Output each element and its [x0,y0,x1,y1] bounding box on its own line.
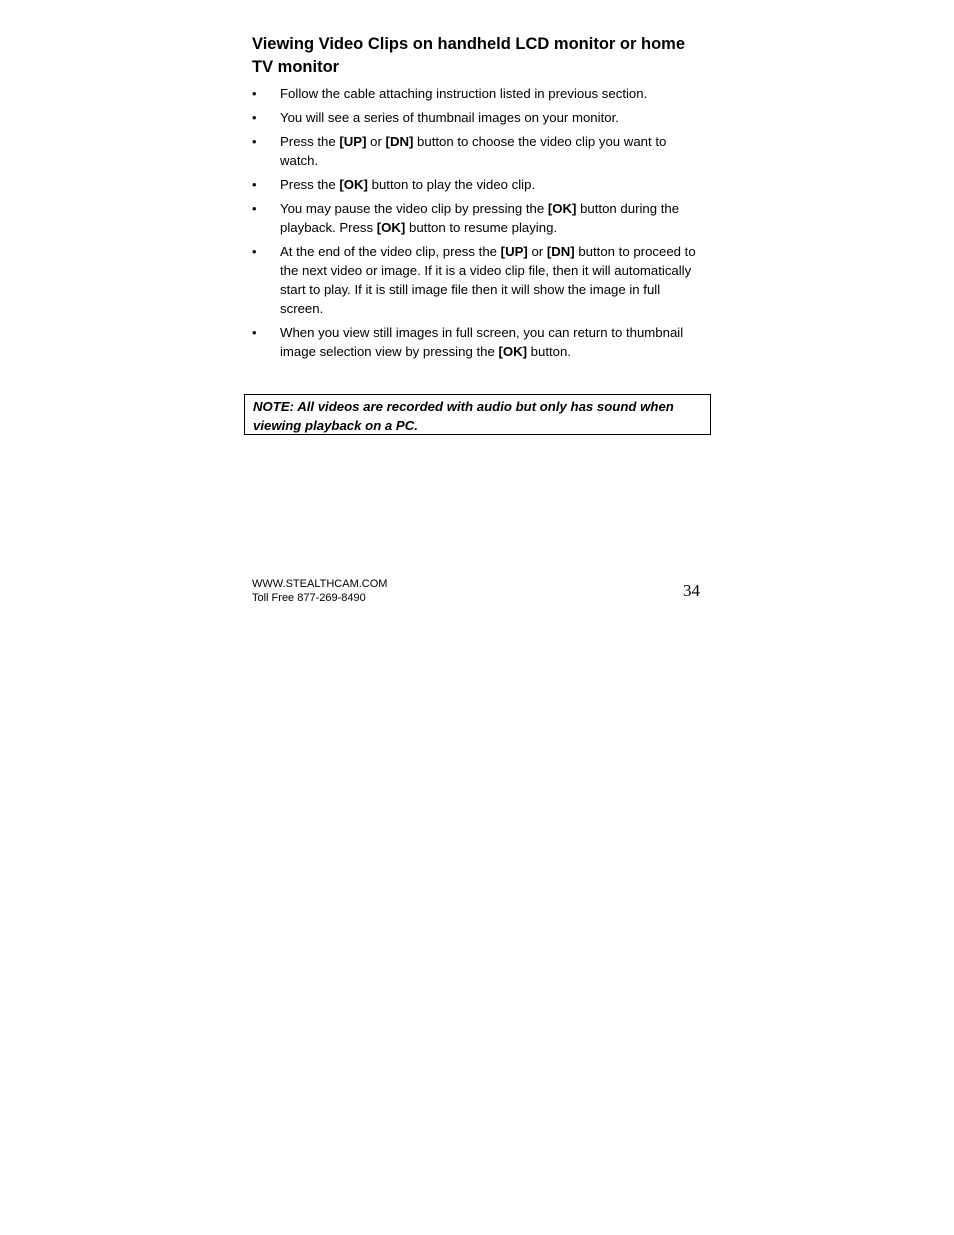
text-segment: button to play the video clip. [367,177,536,192]
button-reference: [DN] [385,134,414,149]
list-item-text [280,325,683,359]
button-reference: [OK] [547,201,577,216]
text-segment: At the end of the video clip, press the [280,244,501,259]
text-segment: Follow the cable attaching instruction listed in previous section. [280,86,648,101]
bullet-marker: • [252,201,257,216]
bullet-marker: • [252,177,257,192]
text-segment: or [527,244,547,259]
text-segment: Press the [280,134,340,149]
text-segment: button to proceed to the next video or image. If it is a video clip file, then it will automatically start to play. If it is still image file then it will show the image in full screen. [280,244,696,316]
list-item-text [280,177,535,192]
text-segment: You may pause the video clip by pressing the [280,201,548,216]
footer-contact [252,578,387,605]
button-reference: [UP] [500,244,528,259]
bullet-marker: • [252,86,257,101]
bullet-marker: • [252,110,257,125]
list-item [252,132,704,170]
text-segment: button to resume playing. [405,220,558,235]
list-item [252,323,704,361]
button-reference: [DN] [546,244,575,259]
bullet-marker: • [252,244,257,259]
list-item-text [280,110,619,125]
list-item-text [280,86,647,101]
note-box: NOTE: All videos are recorded with audio but only has sound when viewing playback on a PC. [244,394,711,435]
button-reference: [OK] [498,344,528,359]
list-item-text [280,134,666,168]
text-segment: button to choose the video clip you want to watch. [280,134,667,168]
text-segment: button during the playback. Press [280,201,680,235]
text-segment: You will see a series of thumbnail images on your monitor. [280,110,619,125]
page-title: Viewing Video Clips on handheld LCD monitor or home TV monitor [252,35,685,76]
text-segment: Press the [280,177,340,192]
list-item [252,242,704,318]
page-number: 34 [683,581,700,600]
footer-website: WWW.STEALTHCAM.COM [252,578,388,590]
bullet-marker: • [252,134,257,149]
list-item [252,199,704,237]
button-reference: [OK] [339,177,368,192]
footer-phone: Toll Free 877-269-8490 [252,591,366,604]
text-segment: or [366,134,386,149]
button-reference: [UP] [339,134,367,149]
list-item-text [280,201,679,235]
list-item [252,175,704,194]
text-segment: button. [527,344,572,359]
bullet-marker: • [252,325,257,340]
list-item [252,108,704,127]
button-reference: [OK] [376,220,406,235]
list-item [252,84,704,103]
text-segment: When you view still images in full screen, you can return to thumbnail image selection view by pressing the [280,325,684,359]
list-item-text [280,244,696,316]
instruction-list [252,84,704,366]
